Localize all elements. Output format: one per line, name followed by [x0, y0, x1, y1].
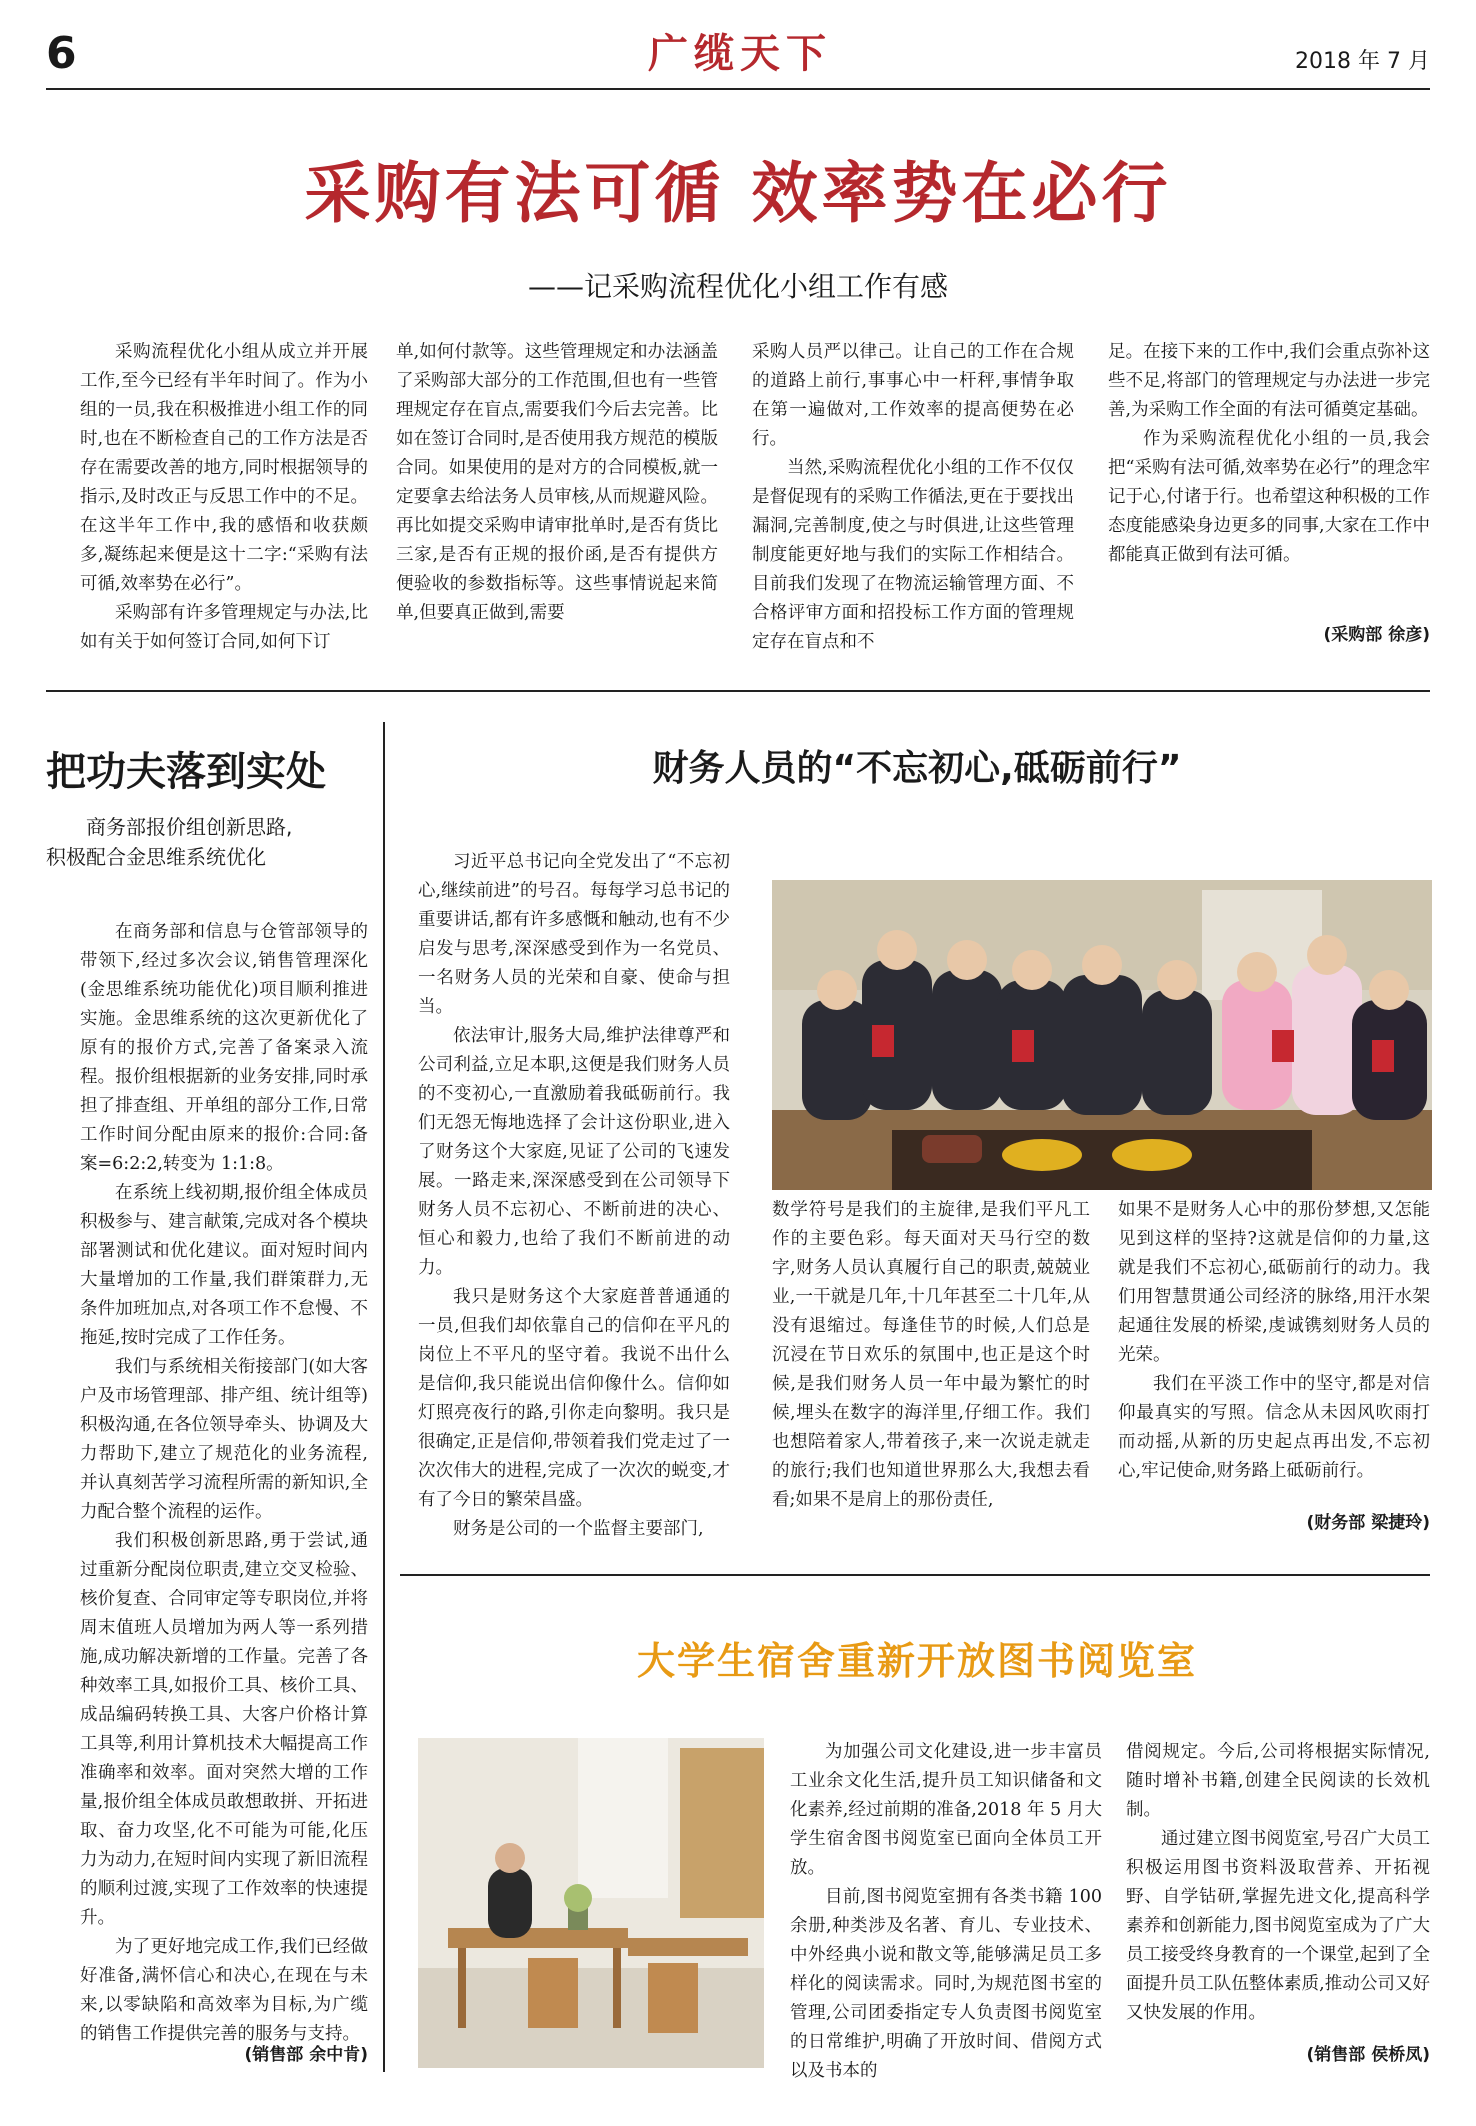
paragraph: 为加强公司文化建设,进一步丰富员工业余文化生活,提升员工知识储备和文化素养,经过前期的准备,2018 年 5 月大学生宿舍图书阅览室已面向全体员工开放。 [790, 1742, 1102, 1878]
article1-column-1 [80, 338, 368, 657]
page-number: 6 [46, 28, 77, 79]
paragraph: 单,如何付款等。这些管理规定和办法涵盖了采购部大部分的工作范围,但也有一些管理规定存在盲点,需要我们今后去完善。比如在签订合同时,是否使用我方规范的模版合同。如果使用的是对方的合同模板,就一定要拿去给法务人员审核,从而规避风险。再比如提交采购申请审批单时,是否有货比三家,是否有正规的报价函,是否有提供方便验收的参数指标等。这些事情说起来简单,但要真正做到,需要 [396, 342, 718, 623]
article2-byline: (销售部 余中肯) [244, 2045, 368, 2065]
paragraph: 我只是财务这个大家庭普普通通的一员,但我们却依靠自己的信仰在平凡的岗位上不平凡的坚守着。我说不出什么是信仰,我只能说出信仰像什么。信仰如灯照亮夜行的路,引你走向黎明。我只是很确定,正是信仰,带领着我们党走过了一次次伟大的进程,完成了一次次的蜕变,才有了今日的繁荣昌盛。 [418, 1287, 730, 1510]
article1-column-2 [396, 338, 718, 628]
paragraph: 数学符号是我们的主旋律,是我们平凡工作的主要色彩。每天面对天马行空的数字,财务人员认真履行自己的职责,兢兢业业,一干就是几年,十几年甚至二十几年,从没有退缩过。每逢佳节的时候,人们总是沉浸在节日欢乐的氛围中,也正是这个时候,是我们财务人员一年中最为繁忙的时候,埋头在数字的海洋里,仔细工作。我们也想陪着家人,带着孩子,来一次说走就走的旅行;我们也知道世界那么大,我想去看看;如果不是肩上的那份责任, [772, 1200, 1090, 1510]
paragraph: 依法审计,服务大局,维护法律尊严和公司利益,立足本职,这便是我们财务人员的不变初心,一直激励着我砥砺前行。我们无怨无悔地选择了会计这份职业,进入了财务这个大家庭,见证了公司的飞速发展。一路走来,深深感受到在公司领导下财务人员不忘初心、不断前进的决心、恒心和毅力,也给了我们不断前进的动力。 [418, 1026, 730, 1278]
issue-date: 2018 年 7 月 [1295, 49, 1430, 74]
paragraph: 习近平总书记向全党发出了“不忘初心,继续前进”的号召。每每学习总书记的重要讲话,都有许多感慨和触动,也有不少启发与思考,深深感受到作为一名党员、一名财务人员的光荣和自豪、使命与担当。 [418, 852, 731, 1017]
paragraph: 足。在接下来的工作中,我们会重点弥补这些不足,将部门的管理规定与办法进一步完善,为采购工作全面的有法可循奠定基础。 [1108, 342, 1430, 420]
article3-byline: (财务部 梁捷玲) [1306, 1513, 1430, 1533]
article4-column-2 [1126, 1738, 1430, 2028]
article2-subtitle [46, 812, 366, 872]
subtitle-line: 商务部报价组创新思路, [86, 815, 293, 839]
article4-title: 大学生宿舍重新开放图书阅览室 [636, 1639, 1197, 1683]
paragraph: 财务是公司的一个监督主要部门, [453, 1519, 704, 1539]
paragraph: 我们在平淡工作中的坚守,都是对信仰最真实的写照。信念从未因风吹雨打而动摇,从新的历史起点再出发,不忘初心,牢记使命,财务路上砥砺前行。 [1118, 1374, 1430, 1481]
paragraph: 我们积极创新思路,勇于尝试,通过重新分配岗位职责,建立交叉检验、核价复查、合同审定等专职岗位,并将周末值班人员增加为两人等一系列措施,成功解决新增的工作量。完善了各种效率工具,如报价工具、核价工具、成品编码转换工具、大客户价格计算工具等,利用计算机技术大幅提高工作准确率和效率。面对突然大增的工作量,报价组全体成员敢想敢拼、开拓进取、奋力攻坚,化不可能为可能,化压力为动力,在短时间内实现了新旧流程的顺利过渡,实现了工作效率的快速提升。 [80, 1531, 368, 1928]
paragraph: 通过建立图书阅览室,号召广大员工积极运用图书资料汲取营养、开拓视野、自学钻研,掌握先进文化,提高科学素养和创新能力,图书阅览室成为了广大员工接受终身教育的一个课堂,起到了全面提升员工队伍整体素质,推动公司又好又快发展的作用。 [1126, 1829, 1430, 2023]
article3-title: 财务人员的“不忘初心,砥砺前行” [652, 748, 1182, 789]
article3-column-1 [418, 848, 730, 1544]
article2-body [80, 918, 368, 2049]
column-divider [383, 722, 385, 2072]
reading-room-photo [418, 1738, 764, 2068]
article3-column-2 [772, 1196, 1090, 1515]
paragraph: 采购流程优化小组从成立并开展工作,至今已经有半年时间了。作为小组的一员,我在积极推进小组工作的同时,也在不断检查自己的工作方法是否存在需要改善的地方,同时根据领导的指示,及时改正与反思工作中的不足。在这半年工作中,我的感悟和收获颇多,凝练起来便是这十二字:“采购有法可循,效率势在必行”。 [80, 342, 368, 594]
article4-byline: (销售部 侯桥凤) [1306, 2045, 1430, 2065]
paragraph: 目前,图书阅览室拥有各类书籍 100 余册,种类涉及名著、育儿、专业技术、中外经典小说和散文等,能够满足员工多样化的阅读需求。同时,为规范图书室的管理,公司团委指定专人负责图书阅览室的日常维护,明确了开放时间、借阅方式以及书本的 [790, 1887, 1102, 2081]
paragraph: 当然,采购流程优化小组的工作不仅仅是督促现有的采购工作循法,更在于要找出漏洞,完善制度,使之与时俱进,让这些管理制度能更好地与我们的实际工作相结合。目前我们发现了在物流运输管理方面、不合格评审方面和招投标工作方面的管理规定存在盲点和不 [752, 458, 1074, 652]
paragraph: 借阅规定。今后,公司将根据实际情况,随时增补书籍,创建全民阅读的长效机制。 [1126, 1742, 1430, 1820]
paragraph: 采购人员严以律己。让自己的工作在合规的道路上前行,事事心中一杆秤,事情争取在第一遍做对,工作效率的提高便势在必行。 [752, 342, 1074, 449]
paragraph: 在商务部和信息与仓管部领导的带领下,经过多次会议,销售管理深化(金思维系统功能优化)项目顺利推进实施。金思维系统的这次更新优化了原有的报价方式,完善了备案录入流程。报价组根据新的业务安排,同时承担了排查组、开单组的部分工作,日常工作时间分配由原来的报价:合同:备案=6:2:2,转变为 1:1:8。 [80, 922, 368, 1174]
paragraph: 为了更好地完成工作,我们已经做好准备,满怀信心和决心,在现在与未来,以零缺陷和高效率为目标,为广缆的销售工作提供完善的服务与支持。 [80, 1937, 368, 2044]
section-rule [400, 1574, 1430, 1576]
header-rule [46, 88, 1430, 90]
paragraph: 作为采购流程优化小组的一员,我会把“采购有法可循,效率势在必行”的理念牢记于心,付诸于行。也希望这种积极的工作态度能感染身边更多的同事,大家在工作中都能真正做到有法可循。 [1108, 429, 1430, 565]
article1-column-3 [752, 338, 1074, 657]
paragraph: 我们与系统相关衔接部门(如大客户及市场管理部、排产组、统计组等)积极沟通,在各位领导牵头、协调及大力帮助下,建立了规范化的业务流程,并认真刻苦学习流程所需的新知识,全力配合整个流程的运作。 [80, 1357, 368, 1522]
article1-subtitle: ——记采购流程优化小组工作有感 [527, 270, 948, 303]
article2-title: 把功夫落到实处 [46, 749, 326, 795]
section-rule [46, 690, 1430, 692]
subtitle-line: 积极配合金思维系统优化 [46, 845, 266, 869]
article3-column-3 [1118, 1196, 1430, 1486]
article4-column-1 [790, 1738, 1102, 2086]
article1-column-4 [1108, 338, 1430, 570]
masthead-logo: 广缆天下 [648, 30, 832, 77]
paragraph: 如果不是财务人心中的那份梦想,又怎能见到这样的坚持?这就是信仰的力量,这就是我们不忘初心,砥砺前行的动力。我们用智慧贯通公司经济的脉络,用汗水架起通往发展的桥梁,虔诚镌刻财务人员的光荣。 [1118, 1200, 1430, 1365]
article1-byline: (采购部 徐彦) [1323, 625, 1430, 645]
paragraph: 在系统上线初期,报价组全体成员积极参与、建言献策,完成对各个模块部署测试和优化建议。面对短时间内大量增加的工作量,我们群策群力,无条件加班加点,对各项工作不怠慢、不拖延,按时完成了工作任务。 [80, 1183, 368, 1348]
group-photo [772, 880, 1432, 1190]
article1-title: 采购有法可循 效率势在必行 [304, 154, 1172, 232]
paragraph: 采购部有许多管理规定与办法,比如有关于如何签订合同,如何下订 [80, 603, 368, 652]
